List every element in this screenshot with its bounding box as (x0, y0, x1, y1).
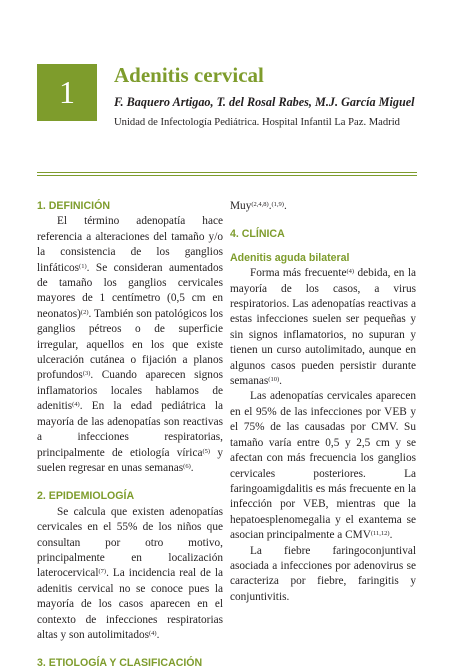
right-column (230, 199, 416, 605)
citation: (2) (80, 308, 89, 316)
citation: (4) (149, 629, 157, 637)
citation: (10) (268, 376, 280, 384)
section-heading-epidemiologia: 2. EPIDEMIOLOGÍA (37, 490, 135, 503)
paragraph-clinica-3: La fiebre faringoconjuntival asociada a infecciones por adenovirus se caracteriza por fiebre, faringitis y conjuntivitis. (230, 544, 416, 603)
authors: F. Baquero Artigao, T. del Rosal Rabes, M.J. García Miguel (114, 95, 415, 109)
paragraph-definicion: El término adenopatía hace referencia a alteraciones del tamaño y/o la consistencia de los ganglios linfáticos$^{(1)}$. Se consideran aumentados de tamaño los ganglios cervicales mayores de 1 centímetro (0,5 cm en neonatos)$^{(2)}$. También son patológicos los ganglios pétreos o de superficie irregular, aquellos en los que existe ulceración cutánea o fijación a planos profundos$^{(3)}$. Cuando aparecen signos inflamatorios locales hablamos de adenitis$^{(4)}$. En la edad pediátrica la mayoría de las adenopatías son reactivas a infecciones respiratorias, principalmente de etiología vírica$^{(5)}$ y suelen regresar en unas semanas$^{(6)}$. (37, 215, 223, 474)
paragraph-clinica-1: Forma más frecuente$^{(4)}$ debida, en la mayoría de los casos, a virus respiratorios. Las adenopatías reactivas a estas infecciones suelen ser pequeñas y sin signos inflamatorios, no supuran y tienen un curso autolimitado, aunque en algunos casos pueden persistir durante semanas$^{(10)}$. (230, 267, 416, 388)
citation: (1,9) (271, 201, 284, 208)
section-heading-clinica: 4. CLÍNICA (230, 228, 285, 241)
divider-line-top (37, 172, 417, 173)
paragraph-etiologia-continued: Muy$^{(2,4,8)}$.$^{(1,9)}$. (230, 200, 287, 212)
section-heading-etiologia: 3. ETIOLOGÍA Y CLASIFICACIÓN (37, 657, 203, 670)
citation: (11,12) (370, 530, 390, 538)
chapter-number: 1 (59, 74, 75, 110)
citation: (3) (82, 370, 91, 378)
chapter-title: Adenitis cervical (114, 63, 264, 87)
citation: (7) (98, 568, 107, 576)
citation: (6) (183, 462, 191, 470)
paragraph-clinica-2: Las adenopatías cervicales aparecen en el 95% de las infecciones por VEB y el 75% de las causadas por CMV. Su tamaño varía entre 0,5 y 2,5 cm y se afectan con más frecuencia los ganglios cervicales posteriores. La faringoamigdalitis es más frecuente en la infección por VEB, mientras que la hepatoesplenomegalia y el exantema se asocian principalmente a CMV$^{(11,12)}$. (230, 390, 416, 542)
chapter-number-box (37, 64, 97, 121)
affiliation: Unidad de Infectología Pediátrica. Hospital Infantil La Paz. Madrid (114, 117, 400, 128)
left-column (37, 199, 223, 672)
citation: (5) (202, 447, 211, 455)
citation: (4) (346, 268, 355, 276)
citation: (4) (72, 401, 80, 409)
divider-line-bottom (37, 175, 417, 176)
section-heading-definicion: 1. DEFINICIÓN (37, 200, 110, 212)
paragraph-epidemiologia: Se calcula que existen adenopatías cervicales en el 55% de los niños que consultan por otro motivo, principalmente en localización laterocervical$^{(7)}$. La incidencia real de la adenitis cervical no se conoce pues la mayoría de los casos aparecen en el contexto de infecciones respiratorias altas y son autolimitados$^{(4)}$. (37, 505, 223, 641)
subheading-adenitis-aguda-bilateral: Adenitis aguda bilateral (230, 251, 350, 264)
citation: (1) (79, 262, 87, 270)
citation: (2,4,8) (251, 201, 269, 208)
